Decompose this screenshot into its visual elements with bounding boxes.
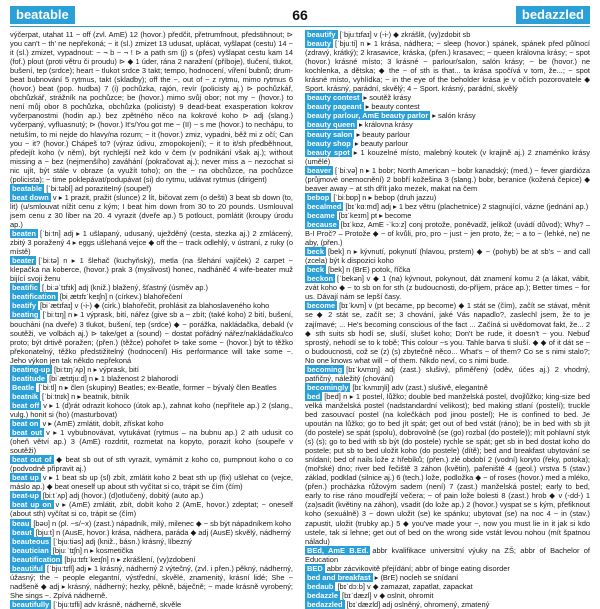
entry-headword: beating-up <box>12 364 51 374</box>
entry-headword: beau <box>12 518 30 528</box>
entry-headword: beating <box>12 310 39 320</box>
entry-definition: ▸ 1 kouzelné místo, malebný koutek (v krajině aj.) 2 znaménko krásy (umělé) <box>305 147 590 166</box>
entry-headword: beauty contest <box>307 93 360 103</box>
entry-headword: beaver <box>307 165 331 175</box>
entry-definition: abbr kvalifikace universitní výuky na ZŠ; abbr of Bachelor of Education <box>305 545 590 564</box>
entry-headword: beatific <box>12 283 39 293</box>
entry-headword: beautifully <box>12 599 50 609</box>
entry-definition: [ˈbjuːti] n ▸ 1 krása, nádhera; ~ sleep (hovor.) spánek, spánek před půlnocí (zdravý, krátký); 2 krasavice, kráska, (přen.) krasavec; ~ queen královna krásy; ~ spot (hovor.) krásné místo; 3 krásné ~ parlour/salon, salón krásy; ~ be (hovor.) ne kochlenka, a dětska; ◆ the ~ of sth is that... ta krása spočívá v tom, že...; ~ spot krásné místo, vyhlídka; ~ in the eye of the beholder krása je v očích pozorovatele ◆ Sport. krásný, parádní, skvělý; 4 ~ Sport. krásný, parádní, skvělý <box>305 39 590 94</box>
dictionary-entry <box>305 166 590 193</box>
dictionary-entry <box>10 555 293 564</box>
entry-headword: beaten <box>12 229 36 239</box>
entry-definition: ◆ beat sb out of sth vyrazit, vymámit z koho co, pumpnout koho o co (podvodně připravit aj.) <box>10 455 293 474</box>
entry-definition: v ▸ (AmE) zmlátit, dobít, zřískat koho <box>42 419 164 429</box>
entry-definition: [bɪˈkʌmɪŋ] adj (zast.) slušivý, přiměřený (oděv, účes aj.) 2 vhodný, patřičný, náležitý (chování) <box>305 364 590 383</box>
dictionary-entry <box>305 265 590 274</box>
dictionary-entry <box>305 111 590 120</box>
entry-definition: v ▸ 1 vybubnovávat, vytukávat (rytmus – na bubnu ap.) 2 ath udusit co (oheň větví ap.) 3 (AmE) rozdrtit, rozmetat na kopyto, porazit koho (soupeře v soutěži) <box>10 428 293 456</box>
dictionary-entry <box>305 546 590 564</box>
entry-definition: abbr zácvikovitě přejídání; abbr of binge eating disorder <box>326 563 510 573</box>
entry-headword: because <box>307 219 337 229</box>
entry-headword: becomingly <box>307 382 349 392</box>
dictionary-entry <box>10 193 293 229</box>
entry-headword: bedazzle <box>307 590 338 600</box>
entry-definition: [ˈbiːtl] n ▸ člen (skupiny) Beatles; ex-Beatle, former ~ bývalý člen Beatles <box>38 382 277 392</box>
entry-definition: v ▸ (AmE) zmlátit, zbít, dobít koho 2 (AmE, hovor.) zdeptat; ~ oneself (about sth) vyčítat si co, trápit se (čím) <box>10 500 293 519</box>
entry-headword: beat-up <box>12 491 39 501</box>
entry-definition: [ˈbekən] v ◆ 1 (na) kývnout, pokynout, dát znamení komu 2 (a lákat, vábit, zvát koho ◆ ~ to sb on for sth (z budoucnosti, do-příjem, práce ap.); Better times ~ for us. Dávají nám se lepší časy. <box>305 274 590 302</box>
dictionary-entry <box>305 102 590 111</box>
entry-definition: ▸ královna krásy <box>358 120 413 130</box>
dictionary-entry <box>305 591 590 600</box>
entry-definition: ▸ beauty parlour <box>354 138 409 148</box>
entry-definition: [bed] n ▸ 1 postel, lůžko; double bed manželská postel, dvojlůžko; king-size bed velká manželská postel (nadstandardní velikost); bed making stlaní (postelí); truckle bed zasouvací postel (na kolečkách pod jinou postel); He is confined to bed. Je upoután na lůžko; go to bed jít spát; get out of bed vstát (ráno); be in bed with sb jít (do postele) se spát (spolu), dobrovolně (se (go) rozbal (do postele)); mít pohlavní styk (s) (s); go to bed with sb být (do postele) rychle se spát; get sb in bed dostat koho do postele; put sb to bed uložit koho (do postele) (dítě); bed and breakfast ubytování se snídaní; bed of nails lože z hřebíků; (přen.) zlé období 2 (vodní) koryto (řeky, potoka); (mořské) dno; river bed řečiště 3 záhon (květin), pařeniště 4 (geol.) vrstva 5 (stav.) základ, podklad (silnice aj.) 6 (tech.) lože, podložka ◆ ~ of roses (hovor.) med a mléko, (přen.) procházka růžovým sadem (není) 7 (zast.) manželská postel; early to bed, early to rise ráno moudřejší večera; ~ of pain lože bolesti 8 (zast.) hrob ◆ v (-dd-) 1 (za)sadit (květiny na záhon), vsadit (do lože ap.) 2 (hovor.) vyspat se s kým, přefiknout koho (sexuálně) 3 ~ down uložit (se) ke spánku; ubytovat (se) na noc 4 ~ in (stav.) zapustit, uložit (trubky ap.) 5 ◆ you've made your ~, now you must lie in it jak si kdo ustele, tak si lehne; get out of bed on the wrong side vstát levou nohou (mít špatnou náladu) <box>305 391 590 546</box>
entry-headword: beaut <box>12 527 32 537</box>
entry-headword: beat out of <box>12 455 52 465</box>
entry-headword: beat up on <box>12 500 52 510</box>
entry-headword: BED <box>307 563 323 573</box>
dictionary-entry <box>10 537 293 546</box>
entry-definition: [biːtˈʌp] adj (hovor.) (d)otlučený, dobitý (auto ap.) <box>42 491 204 501</box>
dictionary-entry <box>10 392 293 401</box>
entry-headword: beatification <box>12 292 56 302</box>
dictionary-entry <box>10 283 293 292</box>
entry-definition: [bɪˈkʌmɪŋli] adv (zast.) slušivě, elegantně <box>352 382 488 392</box>
right-column <box>305 30 590 609</box>
dictionary-entry <box>10 500 293 518</box>
entry-definition: [ˌbiːəˈtɪfɪk] adj (kniž.) blažený, šťastný (úsměv ap.) <box>42 283 209 293</box>
entry-headword: bedaub <box>307 581 334 591</box>
dictionary-entry <box>305 573 590 582</box>
dictionary-entry <box>10 428 293 455</box>
entry-headword: became <box>307 210 335 220</box>
entry-headword: beat up <box>12 473 39 483</box>
entry-headword: beautification <box>12 554 61 564</box>
entry-definition: [ˈbjuːtɪfl] adj ▸ 1 krásný, nádherný 2 výtečný, (zvl. i přen.) pěkný, nádherný, úžasný; the ~ people elegantní, výstřední, skvělé, znamenitý, krásní lidé; She ~ nadšeně ◆ adj ▸ krásný, nádherný; hezky, pěkně, báječně; ~ made krásně vyrobený; She sings ~. Zpívá nádherně. <box>10 563 293 600</box>
dictionary-entry <box>305 193 590 202</box>
dictionary-entry <box>305 564 590 573</box>
entry-definition: [biˈætɪfaɪ] v (-i-) ◆ (cirk.) blahořečit, prohlásit za blahoslaveného koho <box>39 301 270 311</box>
entry-definition: v ▸ 1 beat sb up (sl) zbít, zmlátit koho 2 beat sth up (fix) ušlehat co (vejce, máslo ap.) ◆ beat oneself up about sth vyčítat si co, trápit se čím (čím) <box>10 473 293 492</box>
entry-headword: BEd, AmE B.Ed. <box>307 545 369 555</box>
dictionary-entry <box>305 247 590 265</box>
entry-definition: [ˈbiːtnɪk] n ▸ beatnik, bitník <box>42 391 130 401</box>
entry-definition: [bjuːt] n (AusE, hovor.) krása, nádhera, paráda ◆ adj (AusE) skvělý, nádherný <box>35 527 291 537</box>
entry-headword: beauteous <box>12 536 50 546</box>
dictionary-entry <box>10 600 293 609</box>
entry-headword: beauty spot <box>307 147 350 157</box>
dictionary-entry <box>305 211 590 220</box>
dictionary-entry <box>10 419 293 428</box>
dictionary-entry <box>305 220 590 247</box>
entry-headword: beck <box>307 265 324 275</box>
dictionary-entry <box>305 383 590 392</box>
dictionary-entry <box>305 93 590 102</box>
dictionary-entry <box>305 600 590 609</box>
entry-headword: beauty parlour, AmE beauty parlor <box>307 111 429 121</box>
dictionary-entry <box>10 455 293 473</box>
dictionary-entry <box>10 184 293 193</box>
dictionary-entry <box>305 120 590 129</box>
entry-headword: bed and breakfast <box>307 572 371 582</box>
dictionary-entry <box>305 148 590 166</box>
dictionary-entry <box>10 401 293 419</box>
header-rule <box>10 26 590 27</box>
entry-definition: ▸ (BrE) nocleh se snídaní <box>374 572 459 582</box>
entry-definition: [biˈætɪtjuːd] n ▸ 1 blaženost 2 blahorodí <box>49 373 179 383</box>
dictionary-entry <box>10 383 293 392</box>
entry-headword: beauty queen <box>307 120 355 130</box>
entry-definition: [ˈbjuːtɪfli] adv krásně, nádherně, skvěle <box>53 599 182 609</box>
left-guide-word: beatable <box>10 6 75 24</box>
left-column <box>10 30 293 609</box>
dictionary-entry <box>10 374 293 383</box>
dictionary-entry <box>10 519 293 528</box>
entry-headword: beatify <box>12 301 36 311</box>
entry-definition: [ˈbjuːtɪfaɪ] v (-i-) ◆ zkrášlit, (vy)zdobit sb <box>339 30 471 39</box>
entry-definition: [bəʊ] n (pl. ~s/~x) (zast.) nápadník, milý, milenec ◆ ~ sb být nápadníkem koho <box>33 518 292 528</box>
dictionary-entry <box>305 39 590 93</box>
entry-headword: beatitude <box>12 373 46 383</box>
entry-definition: [biːtɪŋˈʌp] n ▸ výprask, bití <box>54 364 139 374</box>
entry-definition: [bek] n (BrE) potok, říčka <box>327 265 411 275</box>
page-number: 66 <box>292 7 308 23</box>
entry-headword: beatnik <box>12 391 39 401</box>
entry-definition: [ˈbiːtɪŋ] n ▸ 1 výprask, bití, nářez (give sb a ~ zbít; (také koho) 2 bití, bušení, boucháni (na dveře) 3 tlukot, bušení, tep (srdce) ◆ ~ porážka, nakládačka, debakl (v soutěži, ve volbách aj.) ⊳ take/get a (sound) ~ dostat pořádný nářez/nakládačku/co proto; být drtivě poražen; (přen.) (těžce) pohořet ⊳ take some ~ (hovor.) být to těžko překonatelný, těžko předstižitelný (hodnocení) His performance will take some ~. Jeho výkon jen tak někdo nepřekoná <box>10 310 293 365</box>
entry-definition: výčerpat, utahat 11 ~ off (zvl. AmE) 12 (hovor.) předčit, přetrumfnout, předstihnout; ⊳ you can't ~ th' ne nepřekoná; ~ it (sl.) zmizet 13 udusat, uplácat, vyšlapat (cestu) 14 ~ it (sl.) zmizet, vypadnout: ~ ¬ b ~ ¬ ! ⊳ a path sm (j) s (přes) vyšlapat cestu kam 14 (fof.) plout (proti větru či proudu) ⊳ ◆ 1 úder, rána 2 naražení (příboje), tlučení, tlukot, bušení, tep (srdce); heart ~ tlukot srdce 3 takt; tempo, hodnocení, víření bubnů; drum-beat bubnování 5 rytmus, takt (skladby); off the ~, out of ~ z rytmu, mimo rytmus 6 (hovor.) beat (pop. hudba) 7 (i) pochůzka, rajón, revír (policisty aj.) ⊳ pochůzkář, obchůzkář, strážník na pochůzce; be (hovor.) mimo svůj obor; not my ~ (hovor.) to není můj obor 8 pochůzka, obchůzka (policisty) 9 dead-beat exasperation kokrov vyčerpanostmi (hodin ap.) bez zpětného něco na kokrové koho ⊳ adj (slang.) vyčerpaný, vyfluasnutý; ⊳ (hovor.) It's/You got me ~ (II) ~ s me (hovor.) to nechápu, to netuším, to mi nejde do hlavy/na rozum; ~ it (hovor.) zmiz, vypadni, běž mi z očí; Can you ~ it? (hovor.) Chápeš to? (výraz údivu, zmopokojení); ~ it to it/sh předběhnout, předejít koho (v něm), být rychlejší než kdo v čem (v podnikání však aj.); without missing a ~ bez (nejmenšího) zaváhání (pokračovat aj.); never miss a ~ nezochat si nic ujít, být stále v obraze (a využít toho); on the ~ na obchůzce, na pochůzce (policista); ~ time poklepávat/podupávat (si) do rytmu, udávat rytmus (dirigent) <box>10 30 293 184</box>
entry-headword: beautiful <box>12 563 43 573</box>
entry-definition: [ˈbiːtəbl] ad poraziteIný (soupeř) <box>46 183 152 193</box>
dictionary-entry <box>10 473 293 491</box>
dictionary-entry <box>10 546 293 555</box>
entry-definition: [bjuːtɪfɪˈkeɪʃn] n ▸ zkrášlení, (vy)zdobení <box>64 554 196 564</box>
entry-definition: ▸ beauty parlour <box>356 129 410 139</box>
entry-definition: [ˈbjuːtiəs] adj (kniž., básn.) krásný, líbezný <box>53 536 192 546</box>
entry-headword: beckon <box>307 274 334 284</box>
dictionary-entry <box>305 365 590 383</box>
entry-definition: [ˈbiːvə] n ▸ 1 bobr; North American ~ bobr kanadský; (med.) ~ fever giardióza (průjmové onemocnění) 2 bobří kožešina 3 (slang.) bobr, beranice (kožená čepice) ◆ beaver away ~ at sth dřít jako mezek, makat na čem <box>305 165 590 193</box>
entry-definition: [ˈbiːbɒp] n ▸ bebop (druh jazzu) <box>333 192 437 202</box>
entry-headword: beauty <box>307 39 331 49</box>
dictionary-entry <box>305 392 590 546</box>
entry-headword: beat out <box>12 428 43 438</box>
dictionary-entry <box>305 202 590 211</box>
dictionary-entry <box>305 139 590 148</box>
entry-headword: beatable <box>12 183 43 193</box>
entry-headword: beauty salon <box>307 129 353 139</box>
entry-headword: beater <box>12 256 35 266</box>
entry-headword: beautify <box>307 30 336 39</box>
entry-definition: [biˌætɪfɪˈkeɪʃn] n (církev.) blahořečení <box>59 292 183 302</box>
dictionary-entry <box>305 582 590 591</box>
entry-headword: beat down <box>12 192 49 202</box>
entry-definition: v ▸ 1 prazit, pražit (slunce) 2 lít, bičovat zem (o dešti) 3 beat sb down (to, lit) (u/smlouvat nížit cenu z kým; I beat him down from 30 to 20 pounds. Usmlouval jsem cenu z 30 liber na 20. 4 vyrazit (dveře ap.) 5 potlouct, pomlátit (kroupy úrodu ap.) <box>10 192 293 229</box>
page-header <box>10 6 590 24</box>
entry-headword: bebop <box>307 192 330 202</box>
entry-definition: [bɪˈkʌm] v (pt became, pp become) ◆ 1 stát se (čím), začít se stávat, měnit se ◆ 2 stát se, začít se; 3 chování, jaké Vás napadlo?, zaslechl jsem, že to je zajímavé; ... He's becoming conscious of the fact ... Začíná si uvědomovat fakt, že... 2 ◆ sth suits sb hodí se, sluší, slušet koho; Don't be rude, it doesn't ~ you. Nebuď sprostý, nehodí se to k tobě; This colour ~s you. Tahle barva ti sluší. ◆ ◆ of it dát se ~ o budoucnosti, což se (z) (s) zbytečně něco... What's ~ of them? Co se s nimi stalo?; No one knows what will ~ of them. Nikdo neví, co s nimi bude. <box>305 301 590 365</box>
entry-definition: [bjuːˈtɪʃn] n ▸ kosmetička <box>52 545 134 555</box>
dictionary-entry <box>10 30 293 184</box>
dictionary-entry <box>10 564 293 600</box>
entry-definition: [ˈbiːtə] n ▸ 1 šlehač (kuchyňský), metla (na šlehání vajíček) 2 carpet ~ klepačka na koberce, (hovor.) prak 3 (myslivost) honec, nadháněč 4 wife-beater muž bijící svoji ženu <box>10 256 293 284</box>
entry-headword: becoming <box>307 364 343 374</box>
dictionary-entry <box>305 30 590 39</box>
dictionary-entry <box>305 301 590 364</box>
dictionary-entry <box>10 292 293 301</box>
entry-definition: [bɪˈkɒz, AmE -ˈkɔːz] conj protože, poněvadž, jelikož (uvádí důvod); Why? – B-I Proč? – Protože ◆ ~ of kvůli, pro, pro ~ just ~ jen proto, že; ~ a to ~ (lehké, ne) ne aby, (přen.) <box>305 219 590 248</box>
entry-definition: ▸ salón krásy <box>432 111 476 121</box>
entry-headword: beauty shop <box>307 138 351 148</box>
dictionary-entry <box>305 274 590 301</box>
entry-headword: becalmed <box>307 201 342 211</box>
dictionary-entry <box>10 491 293 500</box>
entry-definition: [bɪˈkeɪm] pt ▸ become <box>338 210 412 220</box>
entry-headword: beat on <box>12 419 39 429</box>
entry-headword: bedazzled <box>307 599 343 609</box>
entry-definition: [ˈbiːtn] adj ▸ 1 ušlapaný, udusaný, uježděný (cesta, stezka aj.) 2 zmlácený, zbitý 3 poražený 4 ▸ eggs ušlehaná vejce ◆ off the ~ track odlehlý, v ústraní, z ruky (o místě) <box>10 229 293 257</box>
entry-headword: beck <box>307 247 324 257</box>
dictionary-entry <box>10 310 293 364</box>
dictionary-entry <box>10 301 293 310</box>
dictionary-entry <box>10 528 293 537</box>
entry-definition: [bɪˈdɔːb] v ◆ zamazat, zapatlat, zapackat <box>337 581 473 591</box>
dictionary-entry <box>10 365 293 374</box>
dictionary-entry <box>10 229 293 256</box>
right-guide-word: bedazzled <box>516 6 590 24</box>
entry-definition: [bek] n ▸ kývnutí, pokynutí (hlavou, prstem) ◆ ~ (pohyb) be at sb's ~ and call (zcela) být k dispozici koho <box>305 247 590 266</box>
entry-definition: v ▸ 1 (d)rát odrazit kohoco (útok ap.), zahnat koho (nepřítele ap.) 2 (slang., vulg.) honit si (ho) (masturbovat) <box>10 400 293 419</box>
entry-definition: ▸ soutěž krásy <box>363 93 412 103</box>
entry-headword: beauty pageant <box>307 102 362 112</box>
entry-definition: [bɪˈdæzld] adj oslněný, ohromený, zmatený <box>346 599 490 609</box>
entry-definition: [bɪˈdæzl] v ◆ oslnit, ohromit <box>342 590 434 600</box>
entry-definition: ▸ beauty contest <box>365 102 420 112</box>
entry-headword: beautician <box>12 545 49 555</box>
entry-headword: Beatle <box>12 382 35 392</box>
dictionary-entry <box>305 130 590 139</box>
entry-definition: [bɪˈkɑːmd] adj ▸ 1 bez větru (plachetnice) 2 stagnující, vázne (jednání ap.) <box>345 201 589 211</box>
entry-headword: bed <box>307 391 321 401</box>
entry-headword: beat off <box>12 400 40 410</box>
entry-headword: become <box>307 301 336 311</box>
dictionary-entry <box>10 256 293 283</box>
